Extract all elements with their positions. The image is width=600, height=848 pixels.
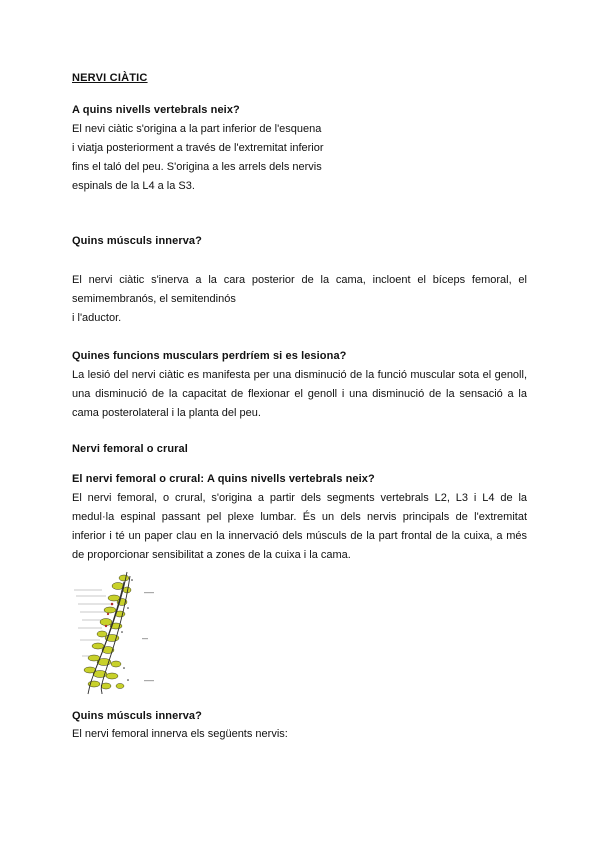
section-heading-femoral-muscles: Quins músculs innerva? [72,710,202,722]
text-line: cama posterolateral i la planta del peu. [72,407,261,419]
text-line: i l'aductor. [72,312,122,324]
text-line: espinals de la L4 a la S3. [72,180,195,192]
text-line: El nervi femoral innerva els següents nervis: [72,728,288,740]
text-line: El nevi ciàtic s'origina a la part inferior de l'esquena [72,123,322,135]
section-heading-sciatic-origin: A quins nivells vertebrals neix? [72,104,240,116]
text-line: de proporcionar sensibilitat a zones de la cuixa i la cama. [72,549,351,561]
text-line: La lesió del nervi ciàtic es manifesta per una disminució de la funció muscular sota el genoll, [72,369,527,381]
document-title: NERVI CIÀTIC [72,72,148,84]
text-line: inferior i té un paper clau en la innervació dels músculs de la part frontal de la cuixa, a més [72,530,527,542]
section-heading-sciatic-functions: Quines funcions musculars perdríem si es lesiona? [72,350,347,362]
text-line: medul·la espinal passant pel plexe lumbar. És un dels nervis principals de l'extremitat [72,511,527,523]
text-line: semimembranós, el semitendinós [72,293,236,305]
section-heading-sciatic-muscles: Quins músculs innerva? [72,235,202,247]
paragraph-sciatic-muscles [72,271,527,328]
section-heading-femoral-origin: El nervi femoral o crural: A quins nivells vertebrals neix? [72,473,375,485]
text-line: fins el taló del peu. S'origina a les arrels dels nervis [72,161,322,173]
text-line: El nervi ciàtic s'inerva a la cara posterior de la cama, incloent el bíceps femoral, el [72,274,527,286]
paragraph-femoral-origin [72,489,527,565]
paragraph-sciatic-functions [72,366,527,423]
nerve-diagram-image [72,568,172,698]
text-line: El nervi femoral, o crural, s'origina a partir dels segments vertebrals L2, L3 i L4 de la [72,492,527,504]
femoral-nerve-illustration [72,568,172,698]
text-line: i viatja posteriorment a través de l'extremitat inferior [72,142,324,154]
section-heading-femoral-nerve: Nervi femoral o crural [72,443,188,455]
paragraph-femoral-muscles [72,725,288,744]
paragraph-sciatic-origin [72,120,324,196]
text-line: una disminució de la capacitat de flexionar el genoll i una disminució de la sensació a la [72,388,527,400]
